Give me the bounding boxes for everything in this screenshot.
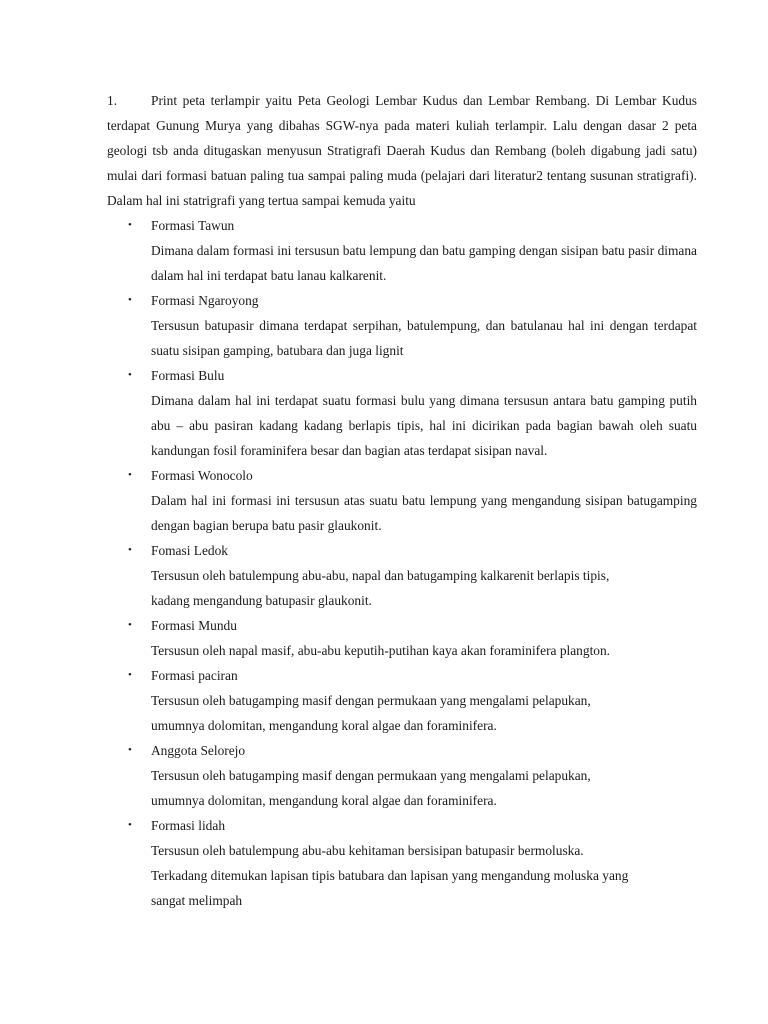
list-item <box>107 663 697 738</box>
description-line: umumnya dolomitan, mengandung koral algae dan foraminifera. <box>151 793 497 808</box>
description-line: Tersusun oleh batugamping masif dengan permukaan yang mengalami pelapukan, <box>151 768 591 783</box>
list-item <box>107 613 697 663</box>
formation-name: Formasi Tawun <box>151 218 235 233</box>
bullet-icon: • <box>128 744 132 756</box>
formation-name: Formasi Bulu <box>151 368 225 383</box>
formation-description: Tersusun batupasir dimana terdapat serpihan, batulempung, dan batulanau hal ini dengan terdapat suatu sisipan gamping, batubara dan juga lignit <box>151 318 697 358</box>
list-item <box>107 738 697 813</box>
bullet-icon: • <box>128 819 132 831</box>
description-line: Tersusun oleh batugamping masif dengan permukaan yang mengalami pelapukan, <box>151 693 591 708</box>
formation-name: Anggota Selorejo <box>151 743 246 758</box>
formation-name: Formasi lidah <box>151 818 226 833</box>
formation-description: Dimana dalam hal ini terdapat suatu formasi bulu yang dimana tersusun antara batu gamping putih abu – abu pasiran kadang kadang berlapis tipis, hal ini dicirikan pada bagian bawah oleh suatu kandungan fosil foraminifera besar dan bagian atas terdapat sisipan naval. <box>151 393 697 458</box>
formation-name: Formasi Ngaroyong <box>151 293 259 308</box>
description-line: umumnya dolomitan, mengandung koral algae dan foraminifera. <box>151 718 497 733</box>
description-line: Terkadang ditemukan lapisan tipis batubara dan lapisan yang mengandung moluska yang <box>151 868 629 883</box>
formation-name: Formasi Mundu <box>151 618 237 633</box>
bullet-icon: • <box>128 219 132 231</box>
formation-description <box>151 688 697 738</box>
list-item <box>107 813 697 913</box>
formation-name: Fomasi Ledok <box>151 543 228 558</box>
formation-description <box>151 638 697 663</box>
bullet-icon: • <box>128 544 132 556</box>
bullet-icon: • <box>128 369 132 381</box>
list-number: 1. <box>107 93 118 108</box>
formation-name: Formasi Wonocolo <box>151 468 253 483</box>
list-item <box>107 363 697 463</box>
bullet-icon: • <box>128 469 132 481</box>
formation-description <box>151 563 697 613</box>
bullet-icon: • <box>128 294 132 306</box>
bullet-icon: • <box>128 619 132 631</box>
description-line: Tersusun oleh batulempung abu-abu kehitaman bersisipan batupasir bermoluska. <box>151 843 584 858</box>
formation-description: Dimana dalam formasi ini tersusun batu lempung dan batu gamping dengan sisipan batu pasir dimana dalam hal ini terdapat batu lanau kalkarenit. <box>151 243 697 283</box>
intro-text: terdapat Gunung Murya yang dibahas SGW-nya pada materi kuliah terlampir. Lalu dengan dasar 2 peta geologi tsb anda ditugaskan menyusun Stratigrafi Daerah Kudus dan Rembang (boleh digabung jadi satu) mulai dari formasi batuan paling tua sampai paling muda (pelajari dari literatur2 tentang susunan stratigrafi). Dalam hal ini statrigrafi yang tertua sampai kemuda yaitu <box>107 118 697 208</box>
list-item <box>107 463 697 538</box>
description-line: Tersusun oleh napal masif, abu-abu keputih-putihan kaya akan foraminifera plangton. <box>151 643 611 658</box>
bullet-icon: • <box>128 669 132 681</box>
formation-description: Dalam hal ini formasi ini tersusun atas suatu batu lempung yang mengandung sisipan batugamping dengan bagian berupa batu pasir glaukonit. <box>151 493 697 533</box>
list-item <box>107 213 697 288</box>
list-item <box>107 538 697 613</box>
list-item <box>107 288 697 363</box>
formation-name: Formasi paciran <box>151 668 238 683</box>
formation-list <box>107 213 697 913</box>
formation-description <box>151 838 697 913</box>
intro-first-line-text: Print peta terlampir yaitu Peta Geologi Lembar Kudus dan Lembar Rembang. Di Lembar Kudus <box>151 93 697 108</box>
intro-paragraph <box>107 88 697 213</box>
intro-first-line <box>107 88 697 113</box>
description-line: kadang mengandung batupasir glaukonit. <box>151 593 372 608</box>
description-line: Tersusun oleh batulempung abu-abu, napal dan batugamping kalkarenit berlapis tipis, <box>151 568 610 583</box>
formation-description <box>151 763 697 813</box>
description-line: sangat melimpah <box>151 893 243 908</box>
